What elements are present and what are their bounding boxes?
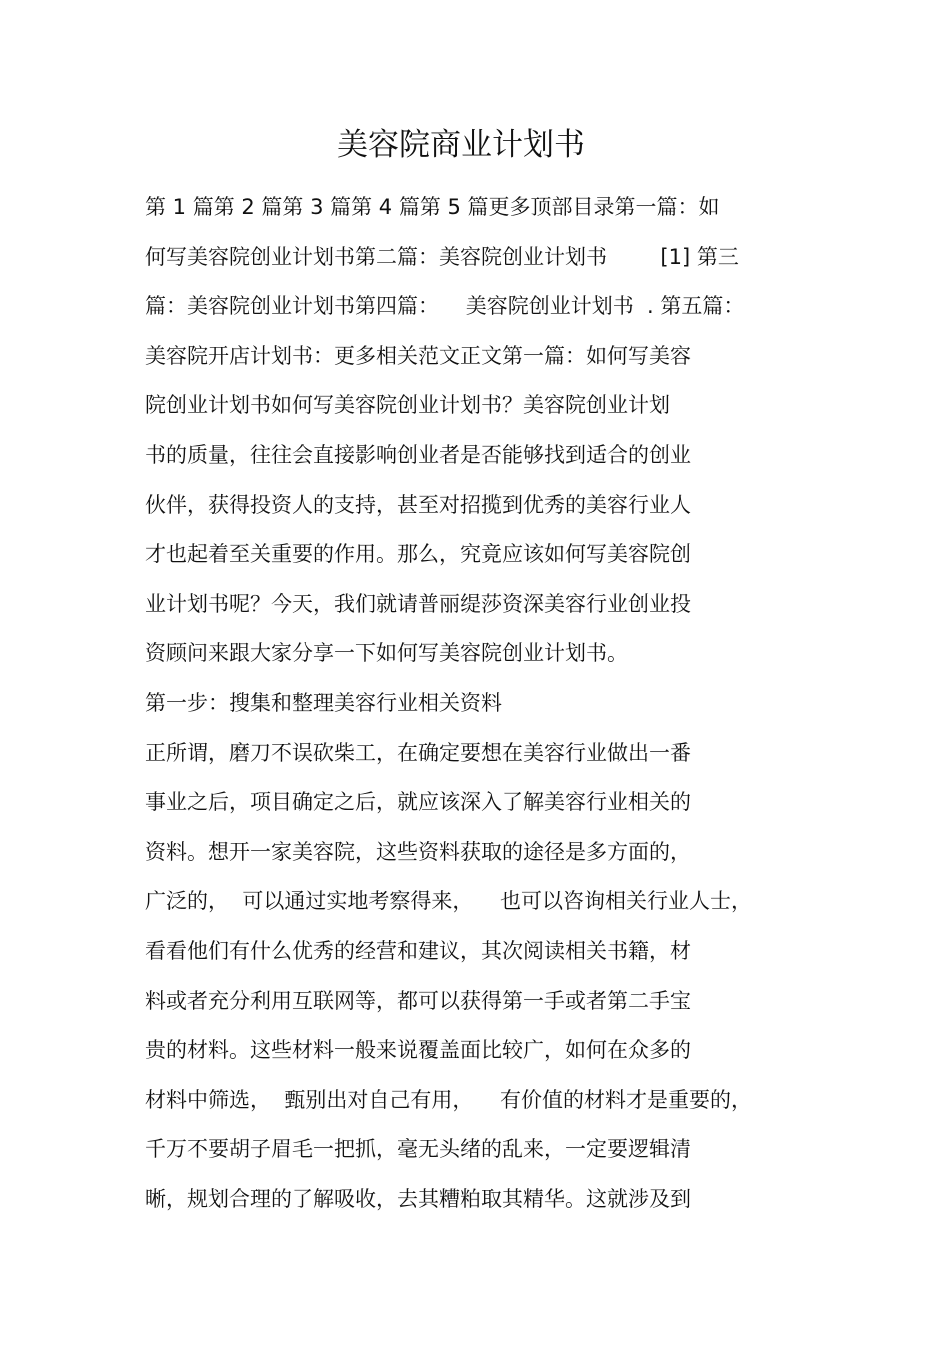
body-line: 晰，规划合理的了解吸收，去其糟粕取其精华。这就涉及到	[145, 1186, 691, 1211]
body-line: 资顾问来跟大家分享一下如何写美容院创业计划书。	[145, 641, 628, 666]
body-line: 看看他们有什么优秀的经营和建议，其次阅读相关书籍，材	[145, 938, 691, 963]
body-line: 何写美容院创业计划书第二篇：美容院创业计划书 [1] 第三	[145, 244, 739, 269]
body-line: 才也起着至关重要的作用。那么，究竟应该如何写美容院创	[145, 542, 691, 567]
document-title: 美容院商业计划书	[337, 127, 585, 163]
body-line: 料或者充分利用互联网等，都可以获得第一手或者第二手宝	[145, 988, 691, 1013]
body-line: 美容院开店计划书：更多相关范文正文第一篇：如何写美容	[145, 343, 691, 368]
body-line: 广泛的， 可以通过实地考察得来， 也可以咨询相关行业人士，	[145, 889, 753, 914]
body-line: 千万不要胡子眉毛一把抓，毫无头绪的乱来，一定要逻辑清	[145, 1137, 691, 1162]
body-line: 伙伴，获得投资人的支持，甚至对招揽到优秀的美容行业人	[145, 492, 691, 517]
body-line: 贵的材料。这些材料一般来说覆盖面比较广，如何在众多的	[145, 1038, 691, 1063]
body-line: 事业之后，项目确定之后，就应该深入了解美容行业相关的	[145, 790, 691, 815]
body-line: 书的质量，往往会直接影响创业者是否能够找到适合的创业	[145, 442, 691, 467]
body-line: 正所谓，磨刀不误砍柴工，在确定要想在美容行业做出一番	[145, 740, 691, 765]
body-line: 资料。想开一家美容院，这些资料获取的途径是多方面的，	[145, 839, 691, 864]
body-line: 材料中筛选， 甄别出对自己有用， 有价值的材料才是重要的，	[145, 1087, 753, 1112]
body-line: 篇：美容院创业计划书第四篇： 美容院创业计划书 . 第五篇：	[145, 294, 745, 319]
body-line: 业计划书呢？今天，我们就请普丽缇莎资深美容行业创业投	[145, 591, 691, 616]
section-heading: 第一步：搜集和整理美容行业相关资料	[145, 690, 502, 715]
body-line: 院创业计划书如何写美容院创业计划书？美容院创业计划	[145, 393, 670, 418]
document-body	[145, 183, 752, 1224]
body-line: 第 1 篇第 2 篇第 3 篇第 4 篇第 5 篇更多顶部目录第一篇：如	[145, 195, 720, 219]
